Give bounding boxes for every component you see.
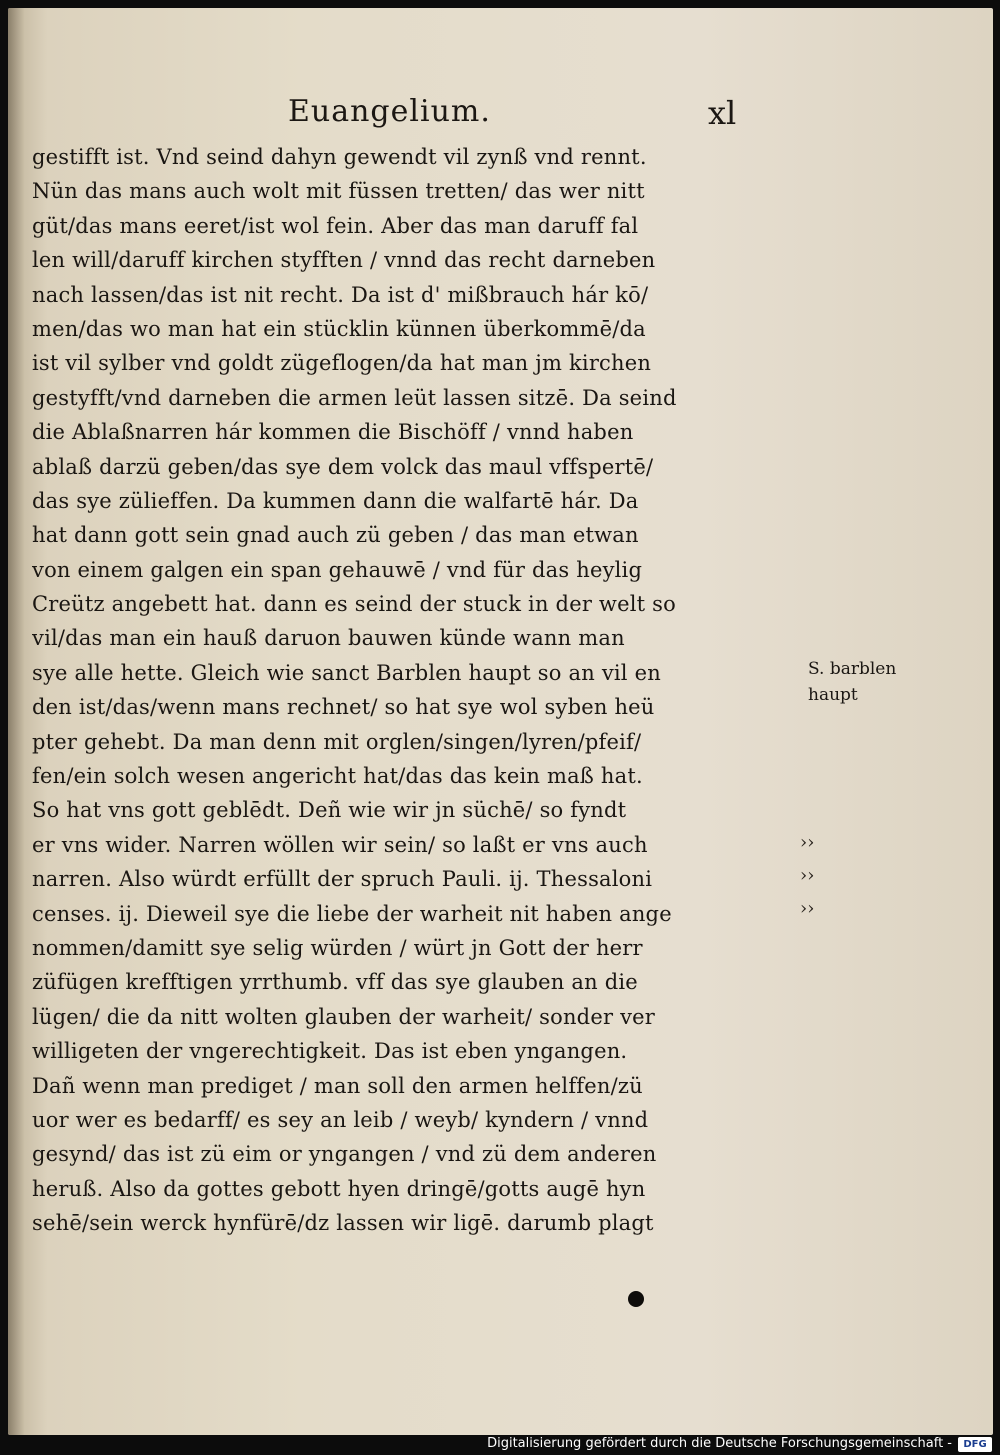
quote-mark: ››	[800, 832, 815, 853]
scanned-page	[8, 8, 993, 1435]
text-line: So hat vns gott geblēdt. Deñ wie wir jn süchē/ so fyndt	[32, 798, 627, 823]
text-line: sehē/sein werck hynfürē/dz lassen wir ligē. darumb plagt	[32, 1211, 654, 1236]
text-line: uor wer es bedarff/ es sey an leib / weyb/ kyndern / vnnd	[32, 1107, 649, 1132]
text-line: willigeten der vngerechtigkeit. Das ist eben yngangen.	[32, 1039, 628, 1064]
folio-number: xl	[708, 94, 737, 132]
text-line: gesynd/ das ist zü eim or yngangen / vnd zü dem anderen	[32, 1142, 657, 1167]
page-binding-edge	[8, 8, 24, 1435]
text-line: Creütz angebett hat. dann es seind der stuck in der welt so	[32, 592, 676, 617]
running-head: Euangelium.	[288, 94, 491, 129]
text-line: von einem galgen ein span gehauwē / vnd für das heylig	[32, 557, 643, 582]
quote-mark: ››	[800, 898, 815, 919]
text-line: lügen/ die da nitt wolten glauben der warheit/ sonder ver	[32, 1004, 655, 1029]
text-line: fen/ein solch wesen angericht hat/das das kein maß hat.	[32, 764, 643, 789]
text-line: das sye zülieffen. Da kummen dann die walfartē hár. Da	[32, 488, 639, 513]
text-line: nach lassen/das ist nit recht. Da ist d' mißbrauch hár kō/	[32, 282, 649, 307]
text-line: züfügen krefftigen yrrthumb. vff das sye glauben an die	[32, 970, 638, 995]
quotation-marks	[800, 826, 840, 925]
text-line: güt/das mans eeret/ist wol fein. Aber das man daruff fal	[32, 213, 639, 238]
text-line: Nün das mans auch wolt mit füssen tretten/ das wer nitt	[32, 179, 645, 204]
text-line: heruß. Also da gottes gebott hyen dringē/gotts augē hyn	[32, 1176, 646, 1201]
text-line: nommen/damitt sye selig würden / würt jn Gott der herr	[32, 935, 643, 960]
text-line: gestifft ist. Vnd seind dahyn gewendt vil zynß vnd rennt.	[32, 145, 647, 169]
text-line: men/das wo man hat ein stücklin künnen überkommē/da	[32, 316, 646, 341]
text-line: ablaß darzü geben/das sye dem volck das maul vffspertē/	[32, 454, 654, 479]
text-line: Dañ wenn man prediget / man soll den armen helffen/zü	[32, 1073, 643, 1098]
text-line: gestyfft/vnd darneben die armen leüt lassen sitzē. Da seind	[32, 385, 677, 410]
text-line: hat dann gott sein gnad auch zü geben / das man etwan	[32, 523, 639, 548]
quote-mark: ››	[800, 865, 815, 886]
text-line: pter gehebt. Da man denn mit orglen/singen/lyren/pfeif/	[32, 729, 642, 754]
text-line: censes. ij. Dieweil sye die liebe der warheit nit haben ange	[32, 901, 672, 926]
text-line: die Ablaßnarren hár kommen die Bischöff / vnnd haben	[32, 420, 634, 445]
text-line: vil/das man ein hauß daruon bauwen künde wann man	[32, 626, 625, 651]
text-line: er vns wider. Narren wöllen wir sein/ so laßt er vns auch	[32, 832, 648, 857]
dfg-logo: DFG	[958, 1437, 992, 1452]
marginal-note-line: haupt	[808, 685, 858, 705]
text-line: narren. Also würdt erfüllt der spruch Pauli. ij. Thessaloni	[32, 867, 653, 892]
marginal-note-line: S. barblen	[808, 659, 897, 679]
text-line: len will/daruff kirchen styfften / vnnd das recht darneben	[32, 248, 656, 273]
text-line: den ist/das/wenn mans rechnet/ so hat sye wol syben heü	[32, 695, 655, 720]
digitization-credit: Digitalisierung gefördert durch die Deutsche Forschungsgemeinschaft -	[487, 1436, 952, 1451]
text-line: ist vil sylber vnd goldt zügeflogen/da hat man jm kirchen	[32, 351, 652, 376]
marginal-note	[808, 656, 918, 708]
ink-dot	[628, 1291, 644, 1307]
body-text	[32, 140, 807, 1241]
text-line: sye alle hette. Gleich wie sanct Barblen haupt so an vil en	[32, 660, 661, 685]
